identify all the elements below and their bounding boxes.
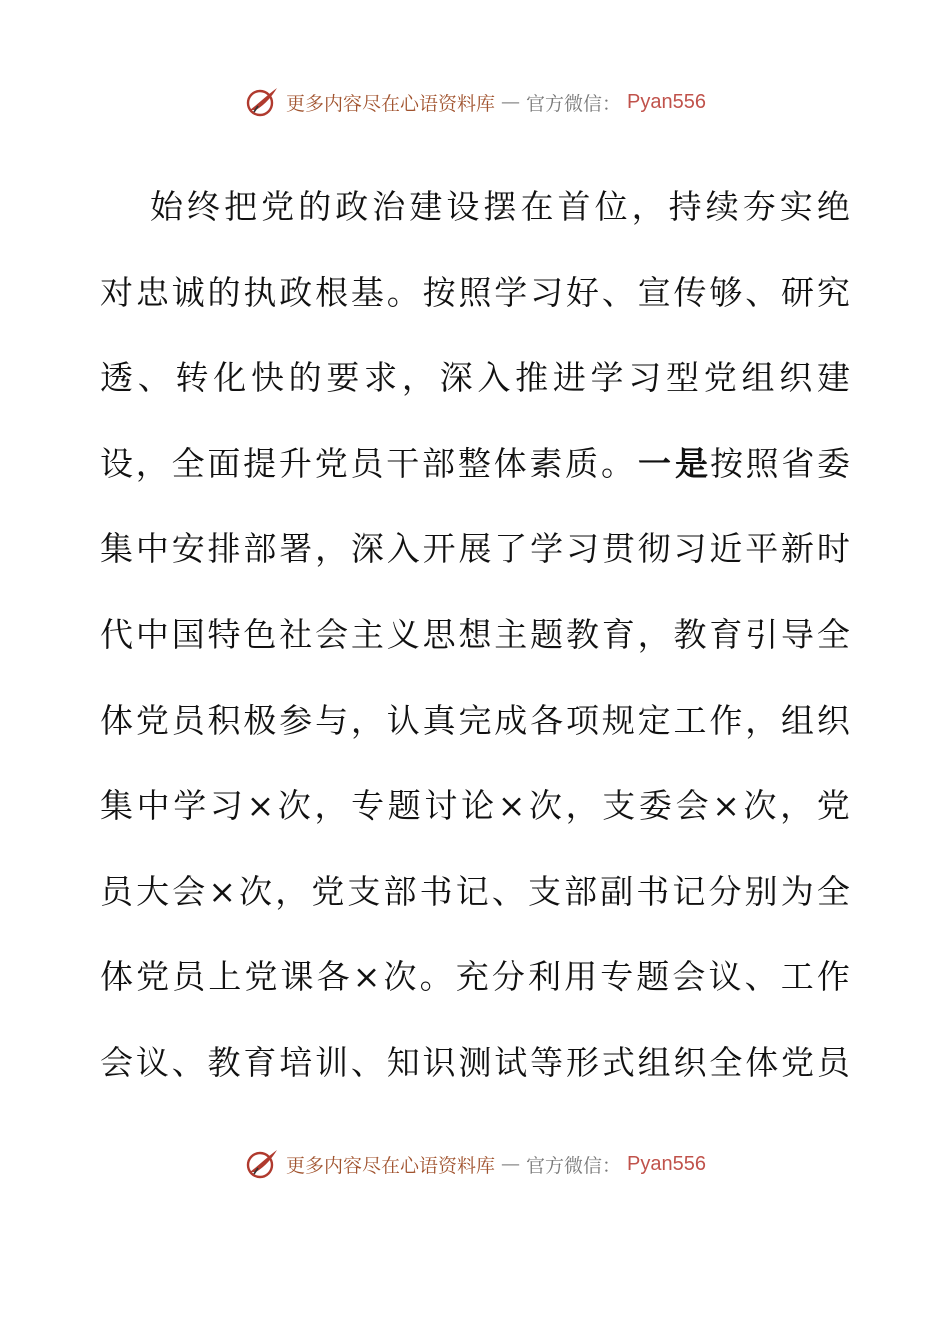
header-wechat-id: Pyan556 [627,90,706,113]
body-line-4-start: 设 ， 全 面 提 升 党 员 干 部 整 体 素 质 。 [100,443,634,483]
body-line-3: 透 、 转 化 快 的 要 求 ， 深 入 推 进 学 习 型 党 组 织 建 [100,358,850,398]
header-wechat-label: 官方微信： [526,92,622,115]
quill-logo-icon [244,84,280,120]
header-brand-text: 更多内容尽在心语资料库 [286,92,496,115]
body-line-4-tail: 按 照 省 委 [710,443,850,483]
body-line-4 [100,421,850,507]
body-line-2: 对 忠 诚 的 执 政 根 基 。 按 照 学 习 好 、 宣 传 够 、 研 究 [100,272,850,312]
header-separator: — [501,91,521,113]
body-line-10: 体 党 员 上 党 课 各 × 次 。 充 分 利 用 专 题 会 议 、 工 作 [100,957,850,997]
footer-wechat-id: Pyan556 [627,1152,706,1175]
header-banner [0,80,950,124]
body-line-8: 集 中 学 习 × 次 ， 专 题 讨 论 × 次 ， 支 委 会 × 次 ， 党 [100,786,850,826]
footer-wechat-label: 官方微信： [526,1154,622,1177]
document-body [100,164,850,1106]
quill-logo-icon [244,1146,280,1182]
body-line-5: 集 中 安 排 部 署 ， 深 入 开 展 了 学 习 贯 彻 习 近 平 新 时 [100,529,850,569]
body-line-9: 员 大 会 × 次 ， 党 支 部 书 记 、 支 部 副 书 记 分 别 为 全 [100,871,850,911]
footer-banner [0,1142,950,1186]
body-line-7: 体 党 员 积 极 参 与 ， 认 真 完 成 各 项 规 定 工 作 ， 组 织 [100,700,850,740]
footer-brand-text: 更多内容尽在心语资料库 [286,1154,496,1177]
body-line-4-bold: 一 是 [638,443,708,483]
body-line-11: 会 议 、 教 育 培 训 、 知 识 测 试 等 形 式 组 织 全 体 党 员 [100,1042,850,1082]
body-line-6: 代 中 国 特 色 社 会 主 义 思 想 主 题 教 育 ， 教 育 引 导 全 [100,614,850,654]
footer-separator: — [501,1153,521,1175]
body-line-1: 始 终 把 党 的 政 治 建 设 摆 在 首 位 ， 持 续 夯 实 绝 [150,187,850,226]
